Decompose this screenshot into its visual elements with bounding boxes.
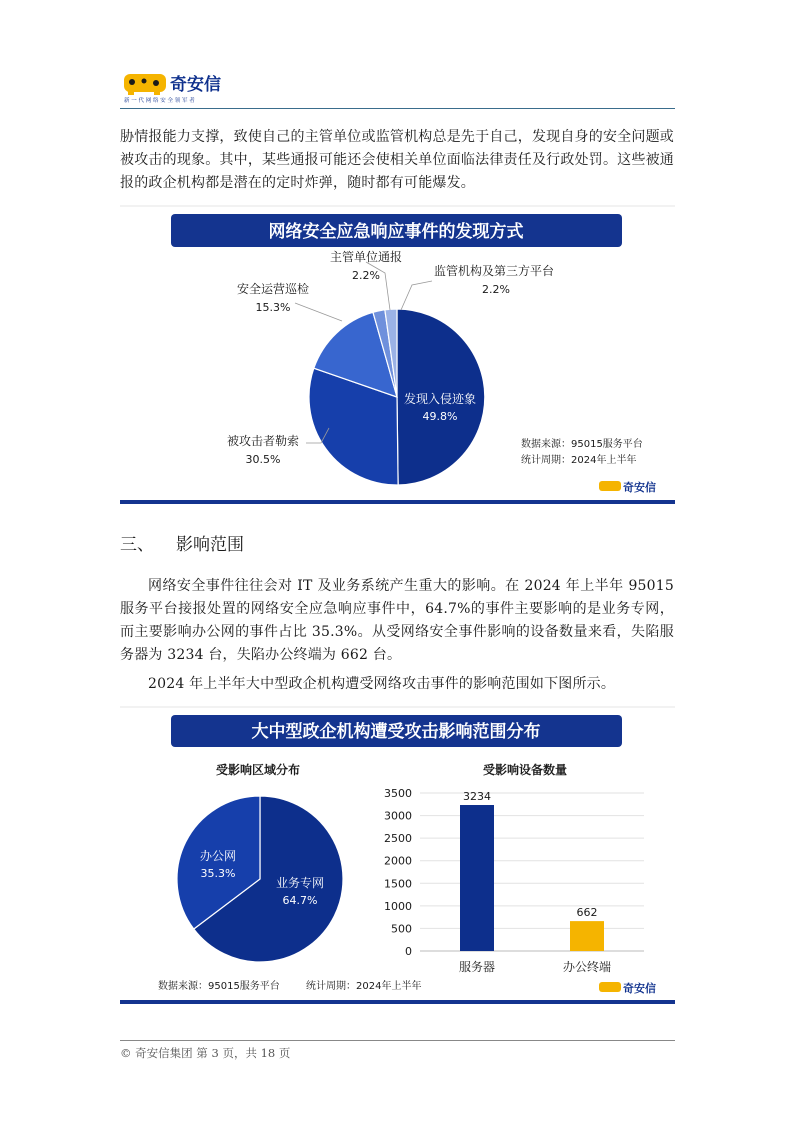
figure1-banner-title: 网络安全应急响应事件的发现方式 [268, 222, 524, 242]
figure2-bottom-rule [120, 1000, 675, 1004]
figure1-source: 数据来源：95015服务平台 [521, 439, 643, 450]
figure2-logo-text: 奇安信 [623, 982, 656, 995]
bar-ytick-label: 3500 [384, 787, 412, 800]
bar-ytick-label: 1500 [384, 877, 412, 891]
section-title: 影响范围 [176, 535, 244, 555]
footer-divider [120, 1040, 675, 1041]
pie2-label-office: 办公网 [199, 849, 237, 863]
section-heading [120, 530, 244, 555]
bar-ytick-label: 2500 [384, 832, 412, 846]
logo-tagline: 新 一 代 网 络 安 全 领 军 者 [124, 98, 195, 104]
qianxin-header-logo [120, 68, 240, 108]
bar-ytick-label: 3000 [384, 809, 412, 823]
bar-chart-title: 受影响设备数量 [482, 763, 568, 777]
pie1-label-regulator: 监管机构及第三方平台 [433, 264, 555, 278]
paragraph-1: 胁情报能力支撑，致使自己的主管单位或监管机构总是先于自己，发现自身的安全问题或被攻击的现象。其中，某些通报可能还会使相关单位面临法律责任及行政处罚。这些被通报的政企机构都是潜在的定时炸弹，随时都有可能爆发。 [120, 129, 674, 191]
pie2-value-business: 64.7% [282, 894, 318, 907]
bar-ytick-label: 2000 [384, 854, 412, 868]
pie1-value-supervisor: 2.2% [352, 269, 380, 282]
pie2-value-office: 35.3% [200, 867, 236, 880]
figure-discovery-methods [120, 205, 675, 505]
figure2-period: 统计周期：2024年上半年 [306, 981, 422, 992]
figure2-source: 数据来源：95015服务平台 [158, 981, 280, 992]
figure1-bottom-rule [120, 500, 675, 504]
pie1-value-intrusion: 49.8% [422, 410, 458, 423]
pie1-label-intrusion: 发现入侵迹象 [403, 392, 477, 406]
figure1-logo-text: 奇安信 [623, 481, 656, 494]
qianxin-mascot-icon [124, 74, 166, 95]
pie2-title: 受影响区域分布 [215, 763, 301, 777]
header-divider [120, 108, 675, 109]
leader-line-regulator [401, 281, 432, 310]
figure1-watermark-logo [599, 480, 656, 494]
bar-category-label: 办公终端 [562, 960, 612, 974]
paragraph-2: 网络安全事件往往会对 IT 及业务系统产生重大的影响。在 2024 年上半年 95015 服务平台接报处置的网络安全应急响应事件中，64.7%的事件主要影响的是业务专网，而主要影响办公网的事件占比 35.3%。从受网络安全事件影响的设备数量来看，失陷服务器为 3234 台，失陷办公终端为 662 台。 [120, 578, 674, 663]
paragraph-3: 2024 年上半年大中型政企机构遭受网络攻击事件的影响范围如下图所示。 [148, 676, 616, 692]
figure1-period: 统计周期：2024年上半年 [521, 455, 637, 466]
bar-0 [460, 805, 494, 951]
pie2-label-business: 业务专网 [275, 876, 325, 890]
bar-ytick-label: 0 [405, 945, 412, 958]
leader-line-ops [295, 303, 342, 321]
bar-ytick-label: 1000 [384, 899, 412, 913]
page-footer: © 奇安信集团 第 3 页，共 18 页 [120, 1046, 291, 1060]
figure2-watermark-logo [599, 981, 656, 995]
pie1-label-ops: 安全运营巡检 [236, 282, 310, 296]
bar-ytick-label: 500 [391, 922, 412, 936]
pie1-value-ransom: 30.5% [245, 453, 281, 466]
bar-value-label: 662 [576, 906, 598, 920]
pie1-value-ops: 15.3% [255, 301, 291, 314]
pie1-label-supervisor: 主管单位通报 [329, 250, 403, 264]
device-bar-chart [384, 787, 644, 974]
pie1-label-ransom: 被攻击者勒索 [226, 434, 300, 448]
pie1-value-regulator: 2.2% [482, 283, 510, 296]
logo-text: 奇安信 [170, 75, 221, 95]
bar-value-label: 3234 [463, 790, 491, 804]
figure-impact-scope [120, 706, 675, 1006]
figure2-banner-title: 大中型政企机构遭受攻击影响范围分布 [251, 722, 541, 742]
figure2-mascot-icon [599, 982, 621, 992]
figure1-mascot-icon [599, 481, 621, 491]
bar-1 [570, 921, 604, 951]
bar-category-label: 服务器 [458, 960, 496, 974]
section-number: 三、 [120, 535, 154, 555]
